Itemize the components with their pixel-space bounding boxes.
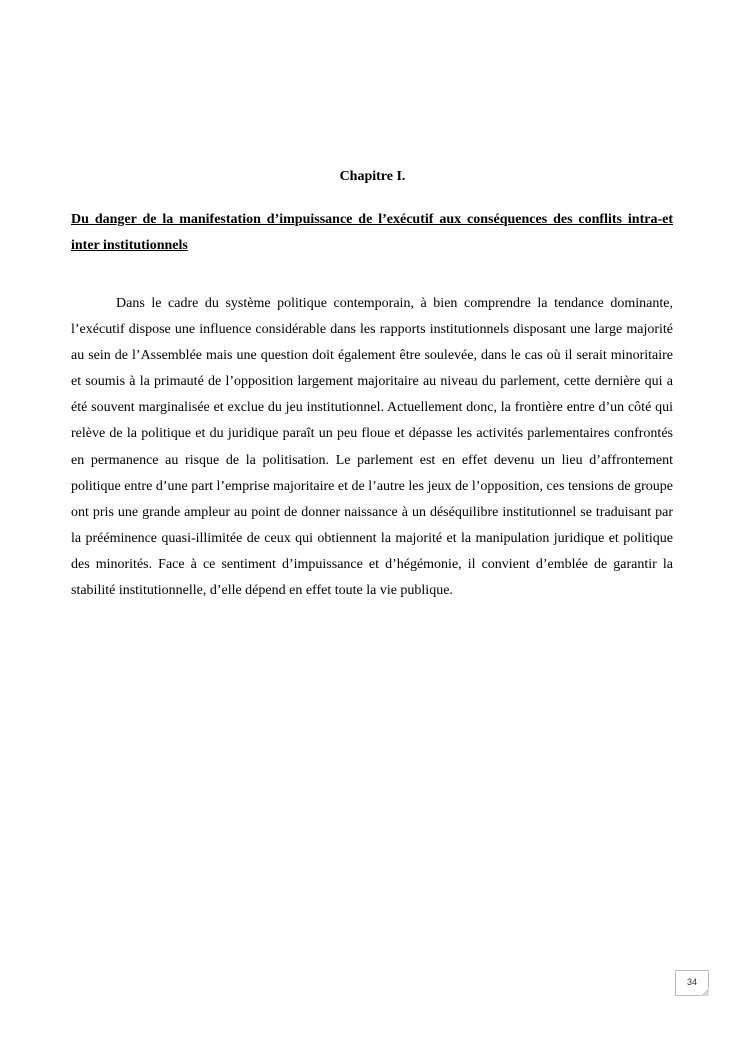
page-curl-icon xyxy=(701,988,709,996)
page-number-box xyxy=(675,970,709,996)
body-paragraph: Dans le cadre du système politique contemporain, à bien comprendre la tendance dominante, l’exécutif dispose une influence considérable dans les rapports institutionnels disposant une large majorité au sein de l’Assemblée mais une question doit également être soulevée, dans le cas où il serait minoritaire et soumis à la primauté de l’opposition largement majoritaire au niveau du parlement, cette dernière qui a été souvent marginalisée et exclue du jeu institutionnel. Actuellement donc, la frontière entre d’un côté qui relève de la politique et du juridique paraît un peu floue et dépasse les activités parlementaires confrontés en permanence au risque de la politisation. Le parlement est en effet devenu un lieu d’affrontement politique entre d’une part l’emprise majoritaire et de l’autre les jeux de l’opposition, ces tensions de groupe ont pris une grande ampleur au point de donner naissance à un déséquilibre institutionnel se traduisant par la prééminence quasi-illimitée de ceux qui obtiennent la majorité et la manipulation juridique et politique des minorités. Face à ce sentiment d’impuissance et d’hégémonie, il convient d’emblée de garantir la stabilité institutionnelle, d’elle dépend en effet toute la vie publique. xyxy=(71,296,673,599)
section-heading: Du danger de la manifestation d’impuissance de l’exécutif aux conséquences des conflits intra-et inter institutionnels xyxy=(71,212,673,253)
chapter-title: Chapitre I. xyxy=(339,169,406,184)
page-number: 34 xyxy=(686,977,697,987)
